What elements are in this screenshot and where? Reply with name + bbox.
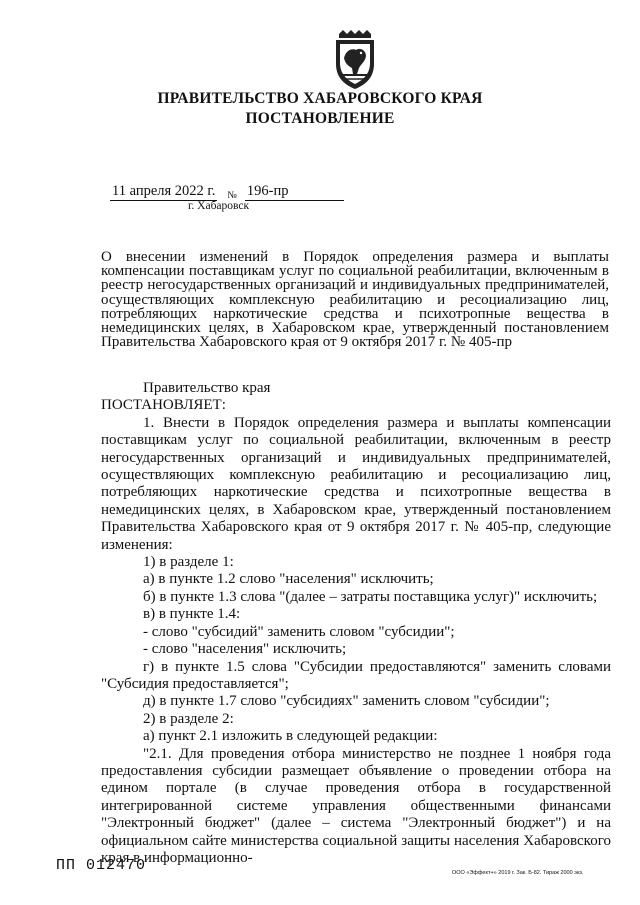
date-number-row bbox=[110, 183, 344, 201]
list-item: д) в пункте 1.7 слово "субсидиях" заменить словом "субсидии"; bbox=[143, 693, 550, 710]
city-label: г. Хабаровск bbox=[188, 200, 250, 212]
document-date: 11 апреля 2022 г. bbox=[112, 183, 216, 199]
list-item: а) в пункте 1.2 слово "населения" исключить; bbox=[143, 571, 434, 588]
list-item: г) в пункте 1.5 слова "Субсидии предоставляются" заменить словами "Субсидия предоставляется"; bbox=[101, 658, 611, 692]
document-subject: О внесении изменений в Порядок определения размера и выплаты компенсации поставщикам услуг по социальной реабилитации, включенным в реестр негосударственных организаций и индивидуальных предпринимателей, осуществляющих комплексную реабилитацию и ресоциализацию лиц, потребляющих наркотические средства и психотропные вещества в немедицинских целях, в Хабаровском крае, утвержденный постановлением Правительства Хабаровского края от 9 октября 2017 г. № 405-пр bbox=[101, 249, 609, 351]
intro-government: Правительство края bbox=[143, 380, 271, 396]
coat-of-arms-emblem bbox=[330, 28, 380, 90]
list-item: 1) в разделе 1: bbox=[143, 554, 234, 571]
paragraph-2: "2.1. Для проведения отбора министерство не позднее 1 ноября года предоставления субсидии размещает объявление о проведении отбора на едином портале (в случае проведения отбора в государственной интегрированной системе управления общественными финансами "Электронный бюджет" (далее – система "Электронный бюджет") и на официальном сайте министерства социальной защиты населения Хабаровского края в информационно- bbox=[101, 745, 611, 866]
document-body bbox=[101, 380, 611, 867]
list-item: - слово "субсидий" заменить словом "субсидии"; bbox=[143, 623, 455, 640]
list-item: а) пункт 2.1 изложить в следующей редакции: bbox=[143, 728, 438, 745]
form-stamp: ПП 012470 bbox=[56, 857, 147, 874]
paragraph-1: 1. Внести в Порядок определения размера и выплаты компенсации поставщикам услуг по социальной реабилитации, включенным в реестр негосударственных организаций и индивидуальных предпринимателей, осуществляющих комплексную реабилитацию и ресоциализацию лиц, потребляющих наркотические средства и психотропные вещества в немедицинских целях, в Хабаровском крае, утвержденный постановлением Правительства Хабаровского края от 9 октября 2017 г. № 405-пр, следующие изменения: bbox=[101, 414, 611, 553]
document-number: 196-пр bbox=[245, 183, 344, 201]
government-title: ПРАВИТЕЛЬСТВО ХАБАРОВСКОГО КРАЯ bbox=[157, 90, 483, 107]
document-type-title: ПОСТАНОВЛЕНИЕ bbox=[245, 110, 395, 127]
list-item: в) в пункте 1.4: bbox=[143, 606, 241, 623]
list-item: - слово "населения" исключить; bbox=[143, 641, 347, 658]
number-sign: № bbox=[227, 190, 237, 201]
intro-resolves: ПОСТАНОВЛЯЕТ: bbox=[101, 397, 226, 414]
printer-imprint: ООО «Эффект+» 2019 г. Зак. Б-82. Тираж 2000 экз. bbox=[452, 870, 584, 876]
list-item: 2) в разделе 2: bbox=[143, 710, 234, 727]
list-item: б) в пункте 1.3 слова "(далее – затраты поставщика услуг)" исключить; bbox=[143, 588, 598, 605]
